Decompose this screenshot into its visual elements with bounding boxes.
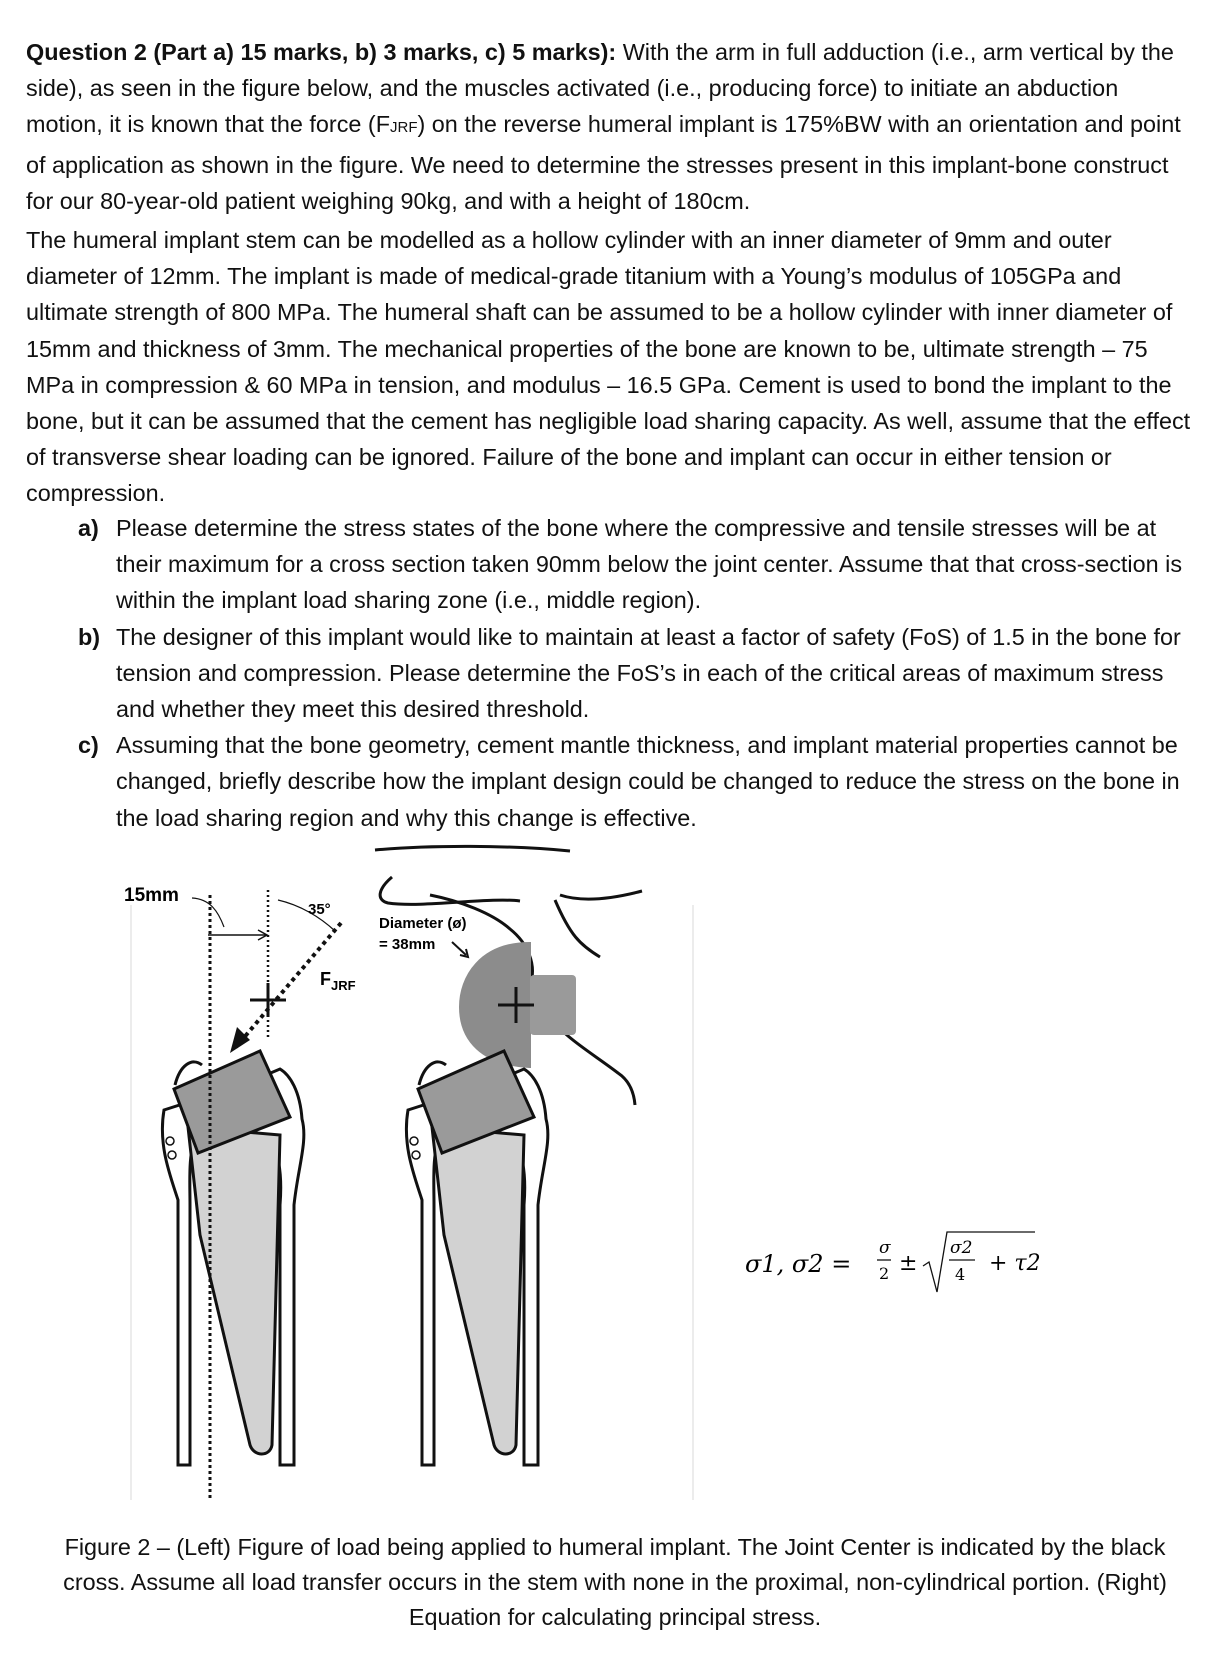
joint-center-cross bbox=[250, 983, 286, 1017]
force-arrow-head bbox=[230, 1027, 250, 1053]
equation-tail: + τ2 bbox=[989, 1251, 1041, 1276]
part-c-text: Assuming that the bone geometry, cement mantle thickness, and implant material properties cannot be changed, briefly describe how the implant design could be changed to reduce the stress on the bone in the load sharing region and why this change is effective. bbox=[116, 732, 1180, 831]
part-c-marker: c) bbox=[78, 732, 99, 759]
equation-plus-minus: ± bbox=[899, 1251, 918, 1276]
question-parts-list bbox=[78, 510, 1198, 836]
equation-numerator: σ bbox=[879, 1238, 891, 1258]
offset-label: 15mm bbox=[124, 885, 179, 906]
force-sub: JRF bbox=[331, 978, 356, 993]
angle-label: 35° bbox=[308, 901, 331, 918]
part-c bbox=[78, 727, 1198, 836]
equation-svg bbox=[745, 1220, 1105, 1310]
implant-figure bbox=[124, 885, 695, 1500]
implant-properties-paragraph: The humeral implant stem can be modelled as a hollow cylinder with an inner diameter of 9mm and outer diameter of 12mm. The implant is made of medical-grade titanium with a Young’s modulus of 105GPa and ultimate strength of 800 MPa. The humeral shaft can be assumed to be a hollow cylinder with inner diameter of 15mm and thickness of 3mm. The mechanical properties of the bone are known to be, ultimate strength – 75 MPa in compression & 60 MPa in tension, and modulus – 16.5 GPa. Cement is used to bond the implant to the bone, but it can be assumed that the cement has negligible load sharing capacity. As well, assume that the effect of transverse shear loading can be ignored. Failure of the bone and implant can occur in either tension or compression. bbox=[26, 227, 1191, 507]
left-humerus-drawing bbox=[162, 1051, 303, 1465]
equation-denominator: 2 bbox=[879, 1264, 890, 1283]
question-intro-text: With the arm in full adduction (i.e., arm vertical by the side), as seen in the figure below, and the muscles activated (i.e., producing force) to initiate an abduction motion, it is known that the force (F bbox=[26, 39, 1174, 138]
part-a bbox=[78, 510, 1198, 619]
implant-figure-svg bbox=[124, 885, 695, 1500]
part-b-marker: b) bbox=[78, 623, 101, 650]
part-a-text: Please determine the stress states of the bone where the compressive and tensile stresses will be at their maximum for a cross section taken 90mm below the joint center. Assume that that cross-section is within the implant load sharing zone (i.e., middle region). bbox=[116, 515, 1183, 614]
force-label bbox=[320, 969, 356, 993]
baseplate bbox=[530, 975, 576, 1035]
part-b bbox=[78, 619, 1198, 728]
equation-radical-numerator: σ2 bbox=[950, 1238, 973, 1258]
question-heading: Question 2 (Part a) 15 marks, b) 3 marks, c) 5 marks): bbox=[26, 39, 617, 65]
diameter-label-line1: Diameter (ø) bbox=[379, 915, 467, 932]
diameter-pointer bbox=[452, 942, 466, 955]
force-subscript: JRF bbox=[390, 119, 418, 137]
part-a-marker: a) bbox=[78, 515, 99, 541]
equation-radical-denominator: 4 bbox=[955, 1265, 966, 1284]
part-b-text: The designer of this implant would like to maintain at least a factor of safety (FoS) of 1.5 in the bone for tension and compression. Please determine the FoS’s in each of the critical areas of maximum stress and whether they meet this desired threshold. bbox=[116, 623, 1181, 723]
question-intro-rest: ) on the reverse humeral implant is 175%BW with an orientation and point of application as shown in the figure. We need to determine the stresses present in this implant-bone construct for our 80-year-old patient weighing 90kg, and with a height of 180cm. bbox=[26, 111, 1181, 214]
diameter-label-line2: = 38mm bbox=[379, 936, 436, 953]
question-intro bbox=[26, 34, 1201, 219]
force-letter: F bbox=[320, 969, 331, 989]
figure-caption: Figure 2 – (Left) Figure of load being applied to humeral implant. The Joint Center is indicated by the black cross. Assume all load transfer occurs in the stem with none in the proximal, non-cylindrical portion. (Right) Equation for calculating principal stress. bbox=[63, 1534, 1167, 1630]
equation-lhs: σ1, σ2 = bbox=[745, 1250, 852, 1278]
principal-stress-equation bbox=[745, 1220, 1105, 1310]
